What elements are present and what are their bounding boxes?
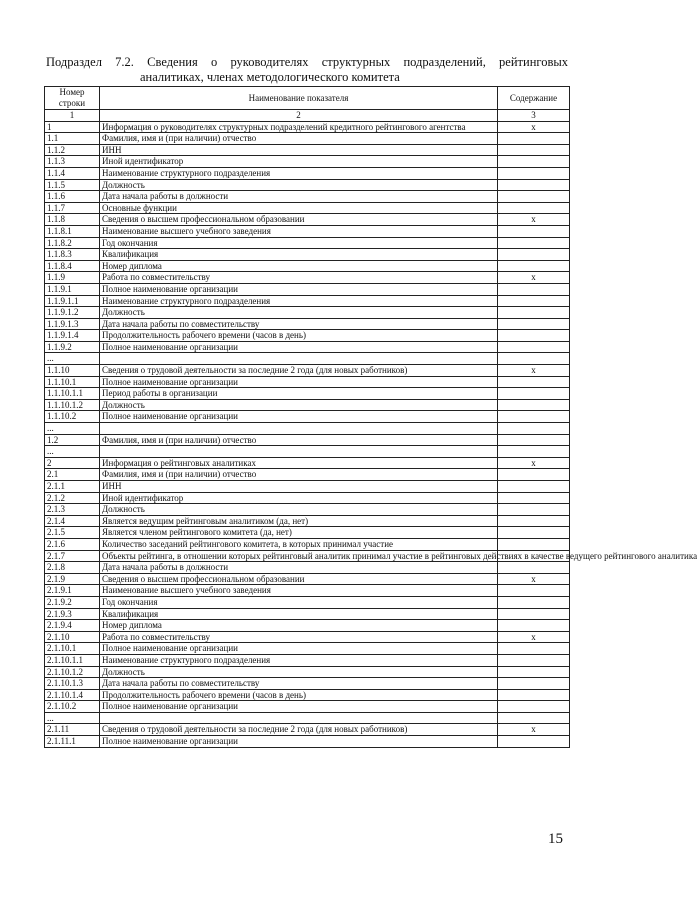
indicator-name-cell: Должность: [100, 504, 498, 516]
indicator-name-cell: Работа по совместительству: [100, 631, 498, 643]
indicator-name-cell: Должность: [100, 666, 498, 678]
table-row: [45, 411, 570, 423]
content-cell: [498, 620, 570, 632]
content-cell: [498, 527, 570, 539]
row-number-cell: 1.1.8.3: [45, 249, 100, 261]
row-number-cell: 1.1.9.1.4: [45, 330, 100, 342]
table-row: [45, 214, 570, 226]
indicator-name-cell: Является ведущим рейтинговым аналитиком (да, нет): [100, 515, 498, 527]
indicator-name-cell: Должность: [100, 307, 498, 319]
content-cell: [498, 156, 570, 168]
content-cell: [498, 654, 570, 666]
row-number-cell: 1.1.9.1.1: [45, 295, 100, 307]
table-row: [45, 712, 570, 724]
indicator-name-cell: Полное наименование организации: [100, 701, 498, 713]
indicator-name-cell: Иной идентификатор: [100, 492, 498, 504]
indicator-name-cell: Информация о руководителях структурных подразделений кредитного рейтингового агентства: [100, 121, 498, 133]
column-number-1: 1: [45, 110, 100, 122]
indicator-name-cell: Должность: [100, 179, 498, 191]
table-row: [45, 272, 570, 284]
row-number-cell: 2.1.11.1: [45, 736, 100, 748]
row-number-cell: 1.1.10.1.1: [45, 388, 100, 400]
indicator-name-cell: Номер диплома: [100, 620, 498, 632]
indicator-name-cell: Полное наименование организации: [100, 283, 498, 295]
indicator-name-cell: Сведения о трудовой деятельности за последние 2 года (для новых работников): [100, 724, 498, 736]
table-row: [45, 469, 570, 481]
indicator-name-cell: Год окончания: [100, 596, 498, 608]
indicator-name-cell: Наименование структурного подразделения: [100, 167, 498, 179]
content-cell: [498, 225, 570, 237]
row-number-cell: 1.1.8.2: [45, 237, 100, 249]
indicator-name-cell: [100, 712, 498, 724]
row-number-cell: 2.1.10.1.3: [45, 678, 100, 690]
content-cell: x: [498, 365, 570, 377]
table-row: [45, 608, 570, 620]
content-cell: x: [498, 457, 570, 469]
row-number-cell: 2.1.4: [45, 515, 100, 527]
indicator-name-cell: Полное наименование организации: [100, 341, 498, 353]
row-number-cell: 1.1.10: [45, 365, 100, 377]
row-number-cell: ...: [45, 712, 100, 724]
content-cell: [498, 191, 570, 203]
indicator-name-cell: Полное наименование организации: [100, 736, 498, 748]
content-cell: [498, 330, 570, 342]
row-number-cell: 1.1.9.1: [45, 283, 100, 295]
row-number-cell: 2.1.10.1.2: [45, 666, 100, 678]
row-number-cell: 1.1.10.1: [45, 376, 100, 388]
content-cell: [498, 318, 570, 330]
content-cell: [498, 307, 570, 319]
table-row: [45, 596, 570, 608]
table-row: [45, 330, 570, 342]
table-row: [45, 260, 570, 272]
table-row: [45, 225, 570, 237]
table-row: [45, 562, 570, 574]
indicator-name-cell: Квалификация: [100, 249, 498, 261]
row-number-cell: 1.1.4: [45, 167, 100, 179]
table-row: [45, 388, 570, 400]
table-row: [45, 376, 570, 388]
row-number-cell: 2.1.9.3: [45, 608, 100, 620]
content-cell: x: [498, 724, 570, 736]
indicator-name-cell: Наименование структурного подразделения: [100, 295, 498, 307]
content-cell: [498, 712, 570, 724]
table-row: [45, 399, 570, 411]
row-number-cell: 1.1.10.2: [45, 411, 100, 423]
content-cell: [498, 144, 570, 156]
table-row: [45, 307, 570, 319]
row-number-cell: 2.1.5: [45, 527, 100, 539]
content-cell: [498, 295, 570, 307]
content-cell: [498, 515, 570, 527]
content-cell: [498, 689, 570, 701]
content-cell: [498, 179, 570, 191]
row-number-cell: 2.1.9: [45, 573, 100, 585]
content-cell: [498, 434, 570, 446]
table-row: [45, 724, 570, 736]
header-indicator-name: Наименование показателя: [100, 87, 498, 110]
content-cell: [498, 283, 570, 295]
header-content: Содержание: [498, 87, 570, 110]
content-cell: [498, 167, 570, 179]
content-cell: [498, 411, 570, 423]
table-row: [45, 144, 570, 156]
row-number-cell: 2.1.3: [45, 504, 100, 516]
table-row: [45, 237, 570, 249]
page-number: 15: [548, 831, 563, 847]
table-row: [45, 283, 570, 295]
content-cell: [498, 481, 570, 493]
indicator-name-cell: Наименование структурного подразделения: [100, 654, 498, 666]
indicator-name-cell: Информация о рейтинговых аналитиках: [100, 457, 498, 469]
row-number-cell: ...: [45, 446, 100, 458]
table-row: [45, 434, 570, 446]
row-number-cell: 1.1.10.1.2: [45, 399, 100, 411]
indicator-name-cell: Основные функции: [100, 202, 498, 214]
table-row: [45, 202, 570, 214]
indicator-name-cell: Наименование высшего учебного заведения: [100, 225, 498, 237]
content-cell: x: [498, 214, 570, 226]
content-cell: [498, 469, 570, 481]
indicator-name-cell: ИНН: [100, 481, 498, 493]
row-number-cell: 1.1.9.1.2: [45, 307, 100, 319]
row-number-cell: 2.1.2: [45, 492, 100, 504]
indicator-name-cell: Полное наименование организации: [100, 411, 498, 423]
table-row: [45, 654, 570, 666]
row-number-cell: 1.1.8.4: [45, 260, 100, 272]
content-cell: [498, 249, 570, 261]
indicator-name-cell: Должность: [100, 399, 498, 411]
row-number-cell: 2.1.10.1.4: [45, 689, 100, 701]
indicator-name-cell: [100, 423, 498, 435]
content-cell: [498, 585, 570, 597]
row-number-cell: 1.1: [45, 133, 100, 145]
table-row: [45, 133, 570, 145]
table-row: [45, 156, 570, 168]
row-number-cell: 1: [45, 121, 100, 133]
content-cell: x: [498, 272, 570, 284]
content-cell: [498, 202, 570, 214]
table-row: [45, 631, 570, 643]
indicator-name-cell: Продолжительность рабочего времени (часов в день): [100, 330, 498, 342]
indicator-name-cell: Период работы в организации: [100, 388, 498, 400]
column-number-3: 3: [498, 110, 570, 122]
content-cell: x: [498, 631, 570, 643]
indicator-name-cell: Фамилия, имя и (при наличии) отчество: [100, 434, 498, 446]
section-title-line-2: аналитиках, членах методологического комитета: [140, 70, 400, 84]
table-row: [45, 736, 570, 748]
row-number-cell: 2.1.9.2: [45, 596, 100, 608]
table-row: [45, 481, 570, 493]
content-cell: [498, 736, 570, 748]
content-cell: [498, 666, 570, 678]
table-row: [45, 527, 570, 539]
row-number-cell: 1.1.9.1.3: [45, 318, 100, 330]
content-cell: [498, 701, 570, 713]
row-number-cell: 2.1.9.4: [45, 620, 100, 632]
indicators-table: [44, 86, 697, 748]
row-number-cell: 1.1.6: [45, 191, 100, 203]
table-row: [45, 585, 570, 597]
content-cell: [498, 538, 570, 550]
row-number-cell: ...: [45, 353, 100, 365]
content-cell: [498, 353, 570, 365]
indicator-name-cell: Фамилия, имя и (при наличии) отчество: [100, 469, 498, 481]
table-row: [45, 365, 570, 377]
row-number-cell: 1.1.7: [45, 202, 100, 214]
section-title: [46, 55, 568, 85]
row-number-cell: 1.1.8: [45, 214, 100, 226]
indicator-name-cell: Сведения о высшем профессиональном образовании: [100, 573, 498, 585]
content-cell: [498, 399, 570, 411]
table-row: [45, 620, 570, 632]
table-row: [45, 550, 570, 562]
indicator-name-cell: Номер диплома: [100, 260, 498, 272]
content-cell: [498, 260, 570, 272]
table-row: [45, 341, 570, 353]
indicator-name-cell: ИНН: [100, 144, 498, 156]
content-cell: x: [498, 573, 570, 585]
content-cell: [498, 341, 570, 353]
content-cell: [498, 608, 570, 620]
indicator-name-cell: [100, 353, 498, 365]
table-row: [45, 179, 570, 191]
indicator-name-cell: Работа по совместительству: [100, 272, 498, 284]
content-cell: [498, 446, 570, 458]
indicator-name-cell: Количество заседаний рейтингового комитета, в которых принимал участие: [100, 538, 498, 550]
row-number-cell: 2.1.10: [45, 631, 100, 643]
indicator-name-cell: Сведения о трудовой деятельности за последние 2 года (для новых работников): [100, 365, 498, 377]
row-number-cell: 2.1.11: [45, 724, 100, 736]
content-cell: [498, 492, 570, 504]
table-body: [45, 121, 697, 747]
row-number-cell: 2.1.10.2: [45, 701, 100, 713]
indicator-name-cell: Дата начала работы в должности: [100, 191, 498, 203]
column-number-row: [45, 110, 570, 122]
table-row: [45, 666, 570, 678]
content-cell: [498, 596, 570, 608]
indicator-name-cell: Сведения о высшем профессиональном образовании: [100, 214, 498, 226]
table-row: [45, 318, 570, 330]
row-number-cell: 2: [45, 457, 100, 469]
table-row: [45, 492, 570, 504]
row-number-cell: 1.1.9.2: [45, 341, 100, 353]
content-cell: [498, 562, 570, 574]
content-cell: [498, 643, 570, 655]
row-number-cell: 2.1.8: [45, 562, 100, 574]
indicator-name-cell: Дата начала работы в должности: [100, 562, 498, 574]
row-number-cell: 2.1.1: [45, 481, 100, 493]
table-row: [45, 191, 570, 203]
section-title-line-1: Подраздел 7.2. Сведения о руководителях структурных подразделений, рейтинговых: [46, 55, 568, 69]
table-row: [45, 689, 570, 701]
row-number-cell: 2.1.10.1: [45, 643, 100, 655]
indicator-name-cell: Является членом рейтингового комитета (да, нет): [100, 527, 498, 539]
content-cell: [498, 388, 570, 400]
indicator-name-cell: Полное наименование организации: [100, 643, 498, 655]
row-number-cell: ...: [45, 423, 100, 435]
table-row: [45, 573, 570, 585]
row-number-cell: 2.1.7: [45, 550, 100, 562]
table-row: [45, 678, 570, 690]
content-cell: [498, 237, 570, 249]
table-row: [45, 701, 570, 713]
row-number-cell: 2.1.9.1: [45, 585, 100, 597]
indicator-name-cell: [100, 446, 498, 458]
indicator-name-cell: Квалификация: [100, 608, 498, 620]
indicator-name-cell: Продолжительность рабочего времени (часов в день): [100, 689, 498, 701]
table-row: [45, 121, 570, 133]
table-row: [45, 423, 570, 435]
table-row: [45, 167, 570, 179]
row-number-cell: 1.2: [45, 434, 100, 446]
table-row: [45, 457, 570, 469]
table-header-row: [45, 87, 570, 110]
indicator-name-cell: Дата начала работы по совместительству: [100, 318, 498, 330]
table-row: [45, 249, 570, 261]
content-cell: [498, 678, 570, 690]
content-cell: [498, 133, 570, 145]
table-row: [45, 504, 570, 516]
indicator-name-cell: Полное наименование организации: [100, 376, 498, 388]
indicator-name-cell: Иной идентификатор: [100, 156, 498, 168]
row-number-cell: 1.1.9: [45, 272, 100, 284]
row-number-cell: 2.1.10.1.1: [45, 654, 100, 666]
table-row: [45, 515, 570, 527]
content-cell: [498, 376, 570, 388]
content-cell: [498, 504, 570, 516]
table-row: [45, 295, 570, 307]
table-row: [45, 446, 570, 458]
column-number-2: 2: [100, 110, 498, 122]
table-row: [45, 353, 570, 365]
row-number-cell: 1.1.5: [45, 179, 100, 191]
header-row-number: Номер строки: [45, 87, 100, 110]
indicator-name-cell: Год окончания: [100, 237, 498, 249]
indicator-name-cell: Наименование высшего учебного заведения: [100, 585, 498, 597]
row-number-cell: 1.1.8.1: [45, 225, 100, 237]
content-cell: [498, 423, 570, 435]
table-row: [45, 643, 570, 655]
content-cell: x: [498, 121, 570, 133]
row-number-cell: 2.1: [45, 469, 100, 481]
row-number-cell: 2.1.6: [45, 538, 100, 550]
indicator-name-cell: Дата начала работы по совместительству: [100, 678, 498, 690]
indicator-name-cell: Фамилия, имя и (при наличии) отчество: [100, 133, 498, 145]
row-number-cell: 1.1.2: [45, 144, 100, 156]
row-number-cell: 1.1.3: [45, 156, 100, 168]
indicator-name-cell: Объекты рейтинга, в отношении которых рейтинговый аналитик принимал участие в рейтинговых действиях в качестве ведущего рейтингового аналитика: [100, 550, 498, 562]
table-row: [45, 538, 570, 550]
